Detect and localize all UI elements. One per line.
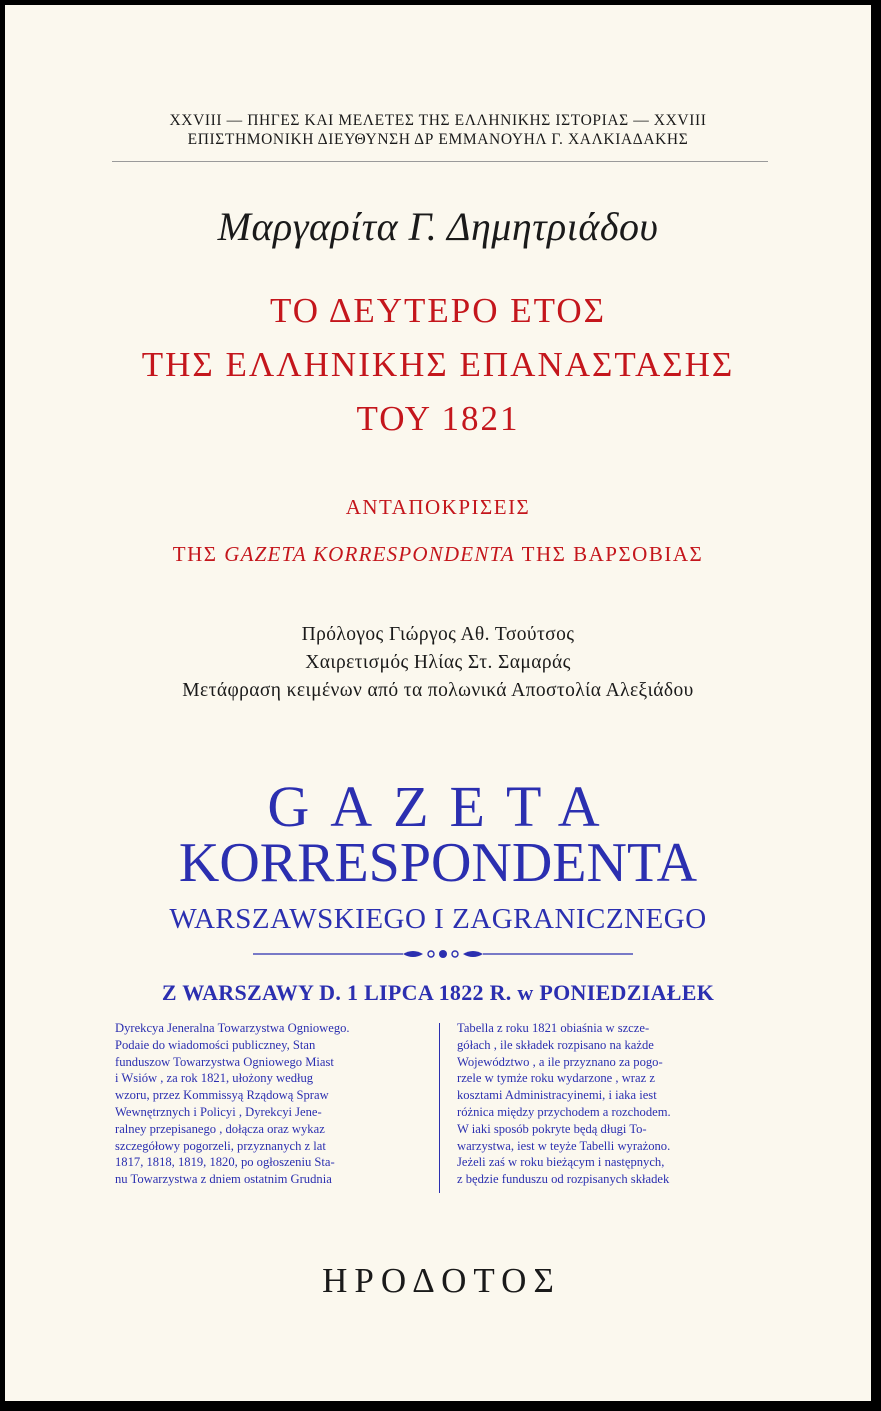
left-column-line: Wewnętrznych i Policyi , Dyrekcyi Jene-: [115, 1104, 322, 1119]
column-divider: [439, 1023, 440, 1193]
title-line-3: ΤΟΥ 1821: [356, 399, 520, 438]
masthead-ornament-icon: [253, 947, 633, 961]
subtitle-suffix: ΤΗΣ ΒΑΡΣΟΒΙΑΣ: [521, 542, 704, 566]
newspaper-name-line-2: KORRESPONDENTA: [178, 832, 698, 894]
title-line-1: ΤΟ ΔΕΥΤΕΡΟ ΕΤΟΣ: [269, 291, 607, 330]
left-column-line: Podaie do wiadomości publiczney, Stan: [115, 1037, 316, 1052]
subtitle-line-2: [5, 542, 871, 567]
right-column-line: kosztami Administracyinemi, i iaka iest: [457, 1088, 657, 1103]
right-column-line: gółach , ile składek rozpisano na każde: [457, 1037, 654, 1052]
newspaper-left-column: [115, 1020, 431, 1188]
newspaper-name-line-1: GAZETA: [267, 774, 621, 839]
right-column-line: Województwo , a ile przyznano za pogo-: [457, 1054, 663, 1069]
series-line-2: ΕΠΙΣΤΗΜΟΝΙΚΗ ΔΙΕΥΘΥΝΣΗ ΔΡ ΕΜΜΑΝΟΥΗΛ Γ. ΧΑΛΚΙΑΔΑΚΗΣ: [187, 131, 689, 148]
right-column-line: rzele w tymże roku wydarzone , wraz z: [457, 1071, 655, 1086]
credit-translation: Μετάφραση κειμένων από τα πολωνικά Αποστολία Αλεξιάδου: [182, 680, 694, 701]
left-column-line: 1817, 1818, 1819, 1820, po ogłoszeniu Sta-: [115, 1155, 335, 1170]
credit-preface: Πρόλογος Γιώργος Αθ. Τσούτσος: [301, 624, 575, 645]
right-column-line: Jeżeli zaś w roku bieżącym i następnych,: [457, 1155, 665, 1170]
left-column-line: Dyrekcya Jeneralna Towarzystwa Ogniowego.: [115, 1021, 350, 1035]
series-line-1: XXVIII — ΠΗΓΕΣ ΚΑΙ ΜΕΛΕΤΕΣ ΤΗΣ ΕΛΛΗΝΙΚΗΣ ΙΣΤΟΡΙΑΣ — XXVIII: [169, 112, 707, 129]
left-column-line: nu Towarzystwa z dniem ostatnim Grudnia: [115, 1172, 332, 1187]
right-column-line: warzystwa, iest w teyże Tabelli wyrażono.: [457, 1138, 671, 1153]
publisher-name: ΗΡΟΔΟΤΟΣ: [322, 1261, 561, 1300]
right-column-line: z będzie funduszu od rozpisanych składek: [457, 1172, 670, 1187]
series-divider: [112, 161, 768, 162]
right-column-line: Tabella z roku 1821 obiaśnia w szcze-: [457, 1021, 650, 1035]
left-column-line: funduszow Towarzystwa Ogniowego Miast: [115, 1054, 334, 1069]
credit-greeting: Χαιρετισμός Ηλίας Στ. Σαμαράς: [305, 652, 571, 673]
book-cover: [5, 5, 871, 1401]
right-column-line: różnica między przychodem a rozchodem.: [457, 1104, 671, 1119]
newspaper-dateline: Z WARSZAWY D. 1 LIPCA 1822 R. w PONIEDZIAŁEK: [161, 980, 715, 1005]
title-line-2: ΤΗΣ ΕΛΛΗΝΙΚΗΣ ΕΠΑΝΑΣΤΑΣΗΣ: [141, 345, 735, 384]
subtitle-prefix: ΤΗΣ: [172, 542, 218, 566]
newspaper-right-column: [457, 1020, 765, 1188]
right-column-line: W iaki sposób pokryte będą długi To-: [457, 1121, 647, 1136]
left-column-line: ralney przepisanego , dołącza oraz wykaz: [115, 1121, 325, 1136]
newspaper-name-line-3: WARSZAWSKIEGO I ZAGRANICZNEGO: [169, 903, 707, 935]
author-name: Μαργαρίτα Γ. Δημητριάδου: [217, 204, 659, 249]
left-column-line: wzoru, przez Kommissyą Rządową Spraw: [115, 1088, 329, 1103]
subtitle-line-1: ΑΝΤΑΠΟΚΡΙΣΕΙΣ: [345, 495, 531, 519]
left-column-line: i Wsiów , za rok 1821, ułożony według: [115, 1071, 314, 1086]
subtitle-newspaper-name: GAZETA KORRESPONDENTA: [224, 542, 515, 566]
left-column-line: szczegółowy pogorzeli, przyznanych z lat: [115, 1138, 326, 1153]
